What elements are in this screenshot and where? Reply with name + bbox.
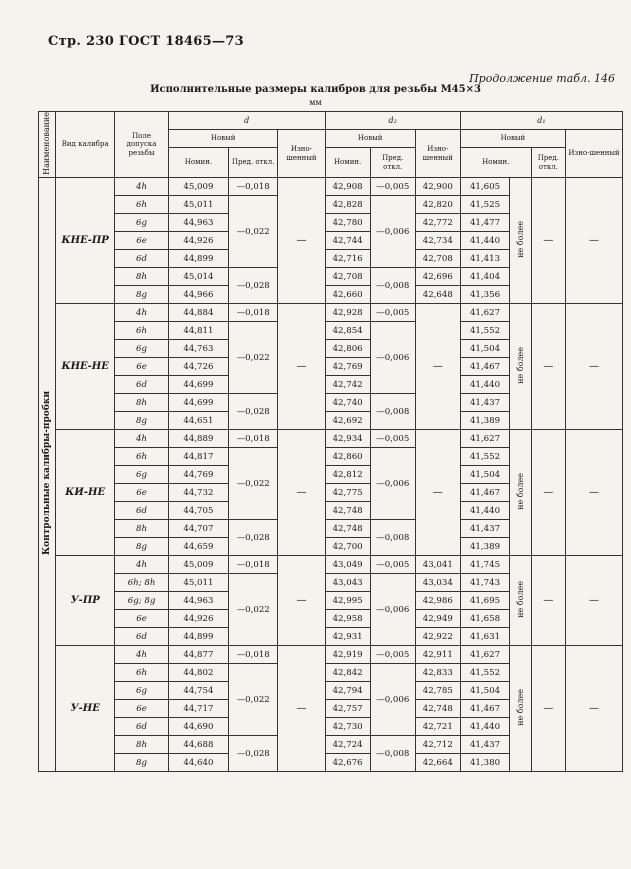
d2-worn-cell: 42,785	[415, 682, 460, 700]
d-nom-cell: 45,009	[168, 556, 228, 574]
d1-nom-cell: 41,552	[460, 664, 509, 682]
d-nom-cell: 44,802	[168, 664, 228, 682]
d-nom-cell: 45,011	[168, 196, 228, 214]
d2-nom-cell: 42,748	[325, 502, 370, 520]
d-dev-cell: —0,028	[228, 268, 277, 304]
d1-nom-cell: 41,389	[460, 538, 509, 556]
d1-worn-cell: —	[566, 646, 623, 772]
d1-nom-cell: 41,413	[460, 250, 509, 268]
page-header: Стр. 230 ГОСТ 18465—73	[48, 34, 244, 49]
d-nom-cell: 45,009	[168, 178, 228, 196]
d2-nom-cell: 42,692	[325, 412, 370, 430]
tolerance-cell: 6g	[115, 340, 169, 358]
col-kind-header: Вид калибра	[56, 112, 115, 178]
d-nom-cell: 44,640	[168, 754, 228, 772]
d-new-header: Новый	[168, 130, 277, 148]
d2-nom-cell: 42,740	[325, 394, 370, 412]
d-nom-cell: 44,899	[168, 628, 228, 646]
d1-nom-cell: 41,440	[460, 502, 509, 520]
d2-worn-cell: 42,911	[415, 646, 460, 664]
d-nom-cell: 44,817	[168, 448, 228, 466]
d-dev-cell: —0,022	[228, 574, 277, 646]
d2-dev-cell: —0,006	[370, 322, 415, 394]
d1-nom-cell: 41,437	[460, 394, 509, 412]
d-nom-header: Номин.	[168, 148, 228, 178]
d1-dev-cell: —	[531, 430, 565, 556]
d-worn-cell: —	[278, 304, 325, 430]
d1-nom-cell: 41,437	[460, 520, 509, 538]
not-more-cell: не более	[510, 178, 531, 304]
d2-worn-cell: 42,986	[415, 592, 460, 610]
not-more-cell: не более	[510, 430, 531, 556]
tolerance-cell: 6e	[115, 232, 169, 250]
d-worn-cell: —	[278, 430, 325, 556]
d-nom-cell: 45,014	[168, 268, 228, 286]
tolerance-cell: 6g	[115, 682, 169, 700]
d1-dev-header: Пред. откл.	[531, 148, 565, 178]
tolerance-cell: 8h	[115, 268, 169, 286]
d2-worn-cell: 42,664	[415, 754, 460, 772]
d2-nom-cell: 42,928	[325, 304, 370, 322]
tolerance-cell: 6e	[115, 700, 169, 718]
d2-nom-cell: 42,775	[325, 484, 370, 502]
not-more-cell: не более	[510, 646, 531, 772]
d1-dev-cell: —	[531, 556, 565, 646]
d2-nom-cell: 42,769	[325, 358, 370, 376]
d2-dev-cell: —0,005	[370, 430, 415, 448]
tolerance-cell: 8h	[115, 394, 169, 412]
d-dev-cell: —0,022	[228, 448, 277, 520]
d2-worn-cell: 42,772	[415, 214, 460, 232]
tolerance-cell: 6h	[115, 196, 169, 214]
d2-nom-cell: 42,730	[325, 718, 370, 736]
d-nom-cell: 44,963	[168, 592, 228, 610]
tolerance-cell: 4h	[115, 646, 169, 664]
d-nom-cell: 44,926	[168, 232, 228, 250]
tolerance-cell: 6d	[115, 250, 169, 268]
d1-nom-header: Номин.	[460, 148, 531, 178]
d2-worn-cell: 42,721	[415, 718, 460, 736]
tolerance-cell: 8h	[115, 520, 169, 538]
d-nom-cell: 44,688	[168, 736, 228, 754]
d2-nom-cell: 42,806	[325, 340, 370, 358]
d2-nom-cell: 42,700	[325, 538, 370, 556]
d2-worn-cell: 42,696	[415, 268, 460, 286]
d-nom-cell: 44,699	[168, 376, 228, 394]
d1-nom-cell: 41,745	[460, 556, 509, 574]
d1-nom-cell: 41,467	[460, 700, 509, 718]
d2-nom-cell: 42,748	[325, 520, 370, 538]
not-more-cell: не более	[510, 556, 531, 646]
table-row	[39, 646, 623, 664]
d1-nom-cell: 41,440	[460, 376, 509, 394]
table-row	[39, 430, 623, 448]
d2-nom-cell: 42,757	[325, 700, 370, 718]
d1-nom-cell: 41,695	[460, 592, 509, 610]
d1-nom-cell: 41,467	[460, 358, 509, 376]
d-nom-cell: 44,651	[168, 412, 228, 430]
d-dev-cell: —0,018	[228, 646, 277, 664]
d2-worn-cell: 42,734	[415, 232, 460, 250]
col-name-header: Наименование	[39, 112, 56, 178]
d-worn-header: Изно-шенный	[278, 130, 325, 178]
d-nom-cell: 44,811	[168, 322, 228, 340]
d1-worn-cell: —	[566, 556, 623, 646]
d1-worn-cell: —	[566, 304, 623, 430]
tolerance-cell: 4h	[115, 430, 169, 448]
tolerance-cell: 4h	[115, 304, 169, 322]
d-dev-cell: —0,028	[228, 736, 277, 772]
tolerance-cell: 4h	[115, 556, 169, 574]
d-worn-cell: —	[278, 556, 325, 646]
unit-label: мм	[309, 98, 322, 107]
tolerance-cell: 6h	[115, 664, 169, 682]
d2-nom-cell: 42,676	[325, 754, 370, 772]
tolerance-cell: 6g; 8g	[115, 592, 169, 610]
table-row	[39, 556, 623, 574]
col-d-header: d	[168, 112, 325, 130]
tolerance-cell: 6e	[115, 358, 169, 376]
d-dev-cell: —0,022	[228, 322, 277, 394]
tolerance-cell: 6g	[115, 214, 169, 232]
d-nom-cell: 44,699	[168, 394, 228, 412]
d-nom-cell: 44,763	[168, 340, 228, 358]
tolerance-cell: 6d	[115, 628, 169, 646]
table-continuation-label: Продолжение табл. 146	[469, 72, 615, 85]
d2-worn-cell: 42,900	[415, 178, 460, 196]
d2-dev-cell: —0,005	[370, 646, 415, 664]
d-dev-cell: —0,018	[228, 304, 277, 322]
d2-nom-cell: 42,794	[325, 682, 370, 700]
tolerance-cell: 6d	[115, 376, 169, 394]
d2-nom-cell: 42,724	[325, 736, 370, 754]
d2-worn-cell: 43,041	[415, 556, 460, 574]
d-nom-cell: 44,884	[168, 304, 228, 322]
d2-dev-cell: —0,008	[370, 394, 415, 430]
tolerance-cell: 6h; 8h	[115, 574, 169, 592]
d1-dev-cell: —	[531, 178, 565, 304]
d1-nom-cell: 41,437	[460, 736, 509, 754]
d1-nom-cell: 41,627	[460, 304, 509, 322]
d2-worn-cell: —	[415, 304, 460, 430]
d-dev-header: Пред. откл.	[228, 148, 277, 178]
d2-nom-header: Номин.	[325, 148, 370, 178]
d-dev-cell: —0,028	[228, 520, 277, 556]
d-nom-cell: 44,926	[168, 610, 228, 628]
d2-dev-cell: —0,006	[370, 448, 415, 520]
d-nom-cell: 44,877	[168, 646, 228, 664]
d2-new-header: Новый	[325, 130, 415, 148]
d2-nom-cell: 42,742	[325, 376, 370, 394]
d2-dev-cell: —0,005	[370, 304, 415, 322]
d2-dev-cell: —0,006	[370, 574, 415, 646]
d-nom-cell: 45,011	[168, 574, 228, 592]
d2-worn-cell: 42,708	[415, 250, 460, 268]
d2-nom-cell: 42,931	[325, 628, 370, 646]
table-row	[39, 178, 623, 196]
d2-nom-cell: 42,908	[325, 178, 370, 196]
kind-cell: КНЕ-НЕ	[56, 304, 115, 430]
tolerance-cell: 8g	[115, 754, 169, 772]
d2-nom-cell: 43,043	[325, 574, 370, 592]
d2-nom-cell: 42,744	[325, 232, 370, 250]
d2-nom-cell: 42,708	[325, 268, 370, 286]
d1-dev-cell: —	[531, 304, 565, 430]
d2-dev-cell: —0,005	[370, 556, 415, 574]
d-nom-cell: 44,717	[168, 700, 228, 718]
tolerance-cell: 6g	[115, 466, 169, 484]
d1-nom-cell: 41,504	[460, 340, 509, 358]
d1-worn-cell: —	[566, 430, 623, 556]
d2-worn-cell: —	[415, 430, 460, 556]
d-dev-cell: —0,018	[228, 430, 277, 448]
d1-nom-cell: 41,389	[460, 412, 509, 430]
d-nom-cell: 44,659	[168, 538, 228, 556]
d2-nom-cell: 42,828	[325, 196, 370, 214]
d-nom-cell: 44,690	[168, 718, 228, 736]
d2-nom-cell: 43,049	[325, 556, 370, 574]
col-tolerance-header: Поле допуска резьбы	[115, 112, 169, 178]
d2-nom-cell: 42,919	[325, 646, 370, 664]
d-nom-cell: 44,726	[168, 358, 228, 376]
d1-nom-cell: 41,525	[460, 196, 509, 214]
d2-nom-cell: 42,860	[325, 448, 370, 466]
d-dev-cell: —0,022	[228, 196, 277, 268]
d2-dev-cell: —0,006	[370, 196, 415, 268]
d1-nom-cell: 41,504	[460, 466, 509, 484]
d2-nom-cell: 42,780	[325, 214, 370, 232]
d1-nom-cell: 41,627	[460, 646, 509, 664]
d2-nom-cell: 42,995	[325, 592, 370, 610]
tolerance-cell: 6h	[115, 448, 169, 466]
d-nom-cell: 44,889	[168, 430, 228, 448]
d-dev-cell: —0,018	[228, 556, 277, 574]
d2-nom-cell: 42,934	[325, 430, 370, 448]
tolerance-cell: 8g	[115, 538, 169, 556]
d2-dev-cell: —0,005	[370, 178, 415, 196]
d1-worn-header: Изно-шенный	[566, 130, 623, 178]
col-d1-header: d₁	[460, 112, 622, 130]
tolerance-cell: 8g	[115, 286, 169, 304]
d1-nom-cell: 41,440	[460, 718, 509, 736]
d-dev-cell: —0,018	[228, 178, 277, 196]
d1-nom-cell: 41,356	[460, 286, 509, 304]
tolerance-cell: 6e	[115, 610, 169, 628]
calibre-dimensions-table	[38, 111, 623, 772]
tolerance-cell: 4h	[115, 178, 169, 196]
d1-nom-cell: 41,477	[460, 214, 509, 232]
tolerance-cell: 6d	[115, 502, 169, 520]
d-worn-cell: —	[278, 178, 325, 304]
d2-worn-cell: 42,922	[415, 628, 460, 646]
col-d2-header: d₂	[325, 112, 460, 130]
tolerance-cell: 8h	[115, 736, 169, 754]
kind-cell: КИ-НЕ	[56, 430, 115, 556]
d2-worn-cell: 42,712	[415, 736, 460, 754]
d-worn-cell: —	[278, 646, 325, 772]
d2-worn-header: Изно-шенный	[415, 130, 460, 178]
not-more-cell: не более	[510, 304, 531, 430]
d-nom-cell: 44,732	[168, 484, 228, 502]
d1-nom-cell: 41,380	[460, 754, 509, 772]
tolerance-cell: 6e	[115, 484, 169, 502]
d1-nom-cell: 41,631	[460, 628, 509, 646]
d2-dev-cell: —0,008	[370, 268, 415, 304]
d1-nom-cell: 41,658	[460, 610, 509, 628]
tolerance-cell: 6h	[115, 322, 169, 340]
group-label-cell: Контрольные калибры-пробки	[39, 178, 56, 772]
d2-dev-header: Пред. откл.	[370, 148, 415, 178]
tolerance-cell: 6d	[115, 718, 169, 736]
d2-nom-cell: 42,812	[325, 466, 370, 484]
d-dev-cell: —0,028	[228, 394, 277, 430]
d1-nom-cell: 41,440	[460, 232, 509, 250]
d-nom-cell: 44,963	[168, 214, 228, 232]
kind-cell: У-НЕ	[56, 646, 115, 772]
header-row-1	[39, 112, 623, 130]
d1-worn-cell: —	[566, 178, 623, 304]
table-title: Исполнительные размеры калибров для резьбы М45×3	[150, 84, 481, 95]
d2-worn-cell: 42,648	[415, 286, 460, 304]
d1-nom-cell: 41,467	[460, 484, 509, 502]
table-row	[39, 304, 623, 322]
d2-dev-cell: —0,006	[370, 664, 415, 736]
d1-nom-cell: 41,605	[460, 178, 509, 196]
d2-worn-cell: 43,034	[415, 574, 460, 592]
d1-nom-cell: 41,552	[460, 322, 509, 340]
d-nom-cell: 44,769	[168, 466, 228, 484]
d-nom-cell: 44,705	[168, 502, 228, 520]
d2-worn-cell: 42,820	[415, 196, 460, 214]
d2-dev-cell: —0,008	[370, 520, 415, 556]
d-nom-cell: 44,966	[168, 286, 228, 304]
d2-nom-cell: 42,716	[325, 250, 370, 268]
tolerance-cell: 8g	[115, 412, 169, 430]
d2-worn-cell: 42,949	[415, 610, 460, 628]
d1-nom-cell: 41,627	[460, 430, 509, 448]
d-nom-cell: 44,707	[168, 520, 228, 538]
d2-dev-cell: —0,008	[370, 736, 415, 772]
d2-worn-cell: 42,833	[415, 664, 460, 682]
d1-nom-cell: 41,504	[460, 682, 509, 700]
kind-cell: КНЕ-ПР	[56, 178, 115, 304]
d1-nom-cell: 41,552	[460, 448, 509, 466]
d-nom-cell: 44,754	[168, 682, 228, 700]
d2-nom-cell: 42,842	[325, 664, 370, 682]
d1-dev-cell: —	[531, 646, 565, 772]
d2-worn-cell: 42,748	[415, 700, 460, 718]
d1-nom-cell: 41,743	[460, 574, 509, 592]
d-dev-cell: —0,022	[228, 664, 277, 736]
d2-nom-cell: 42,854	[325, 322, 370, 340]
d2-nom-cell: 42,958	[325, 610, 370, 628]
kind-cell: У-ПР	[56, 556, 115, 646]
d1-new-header: Новый	[460, 130, 565, 148]
d1-nom-cell: 41,404	[460, 268, 509, 286]
d-nom-cell: 44,899	[168, 250, 228, 268]
d2-nom-cell: 42,660	[325, 286, 370, 304]
